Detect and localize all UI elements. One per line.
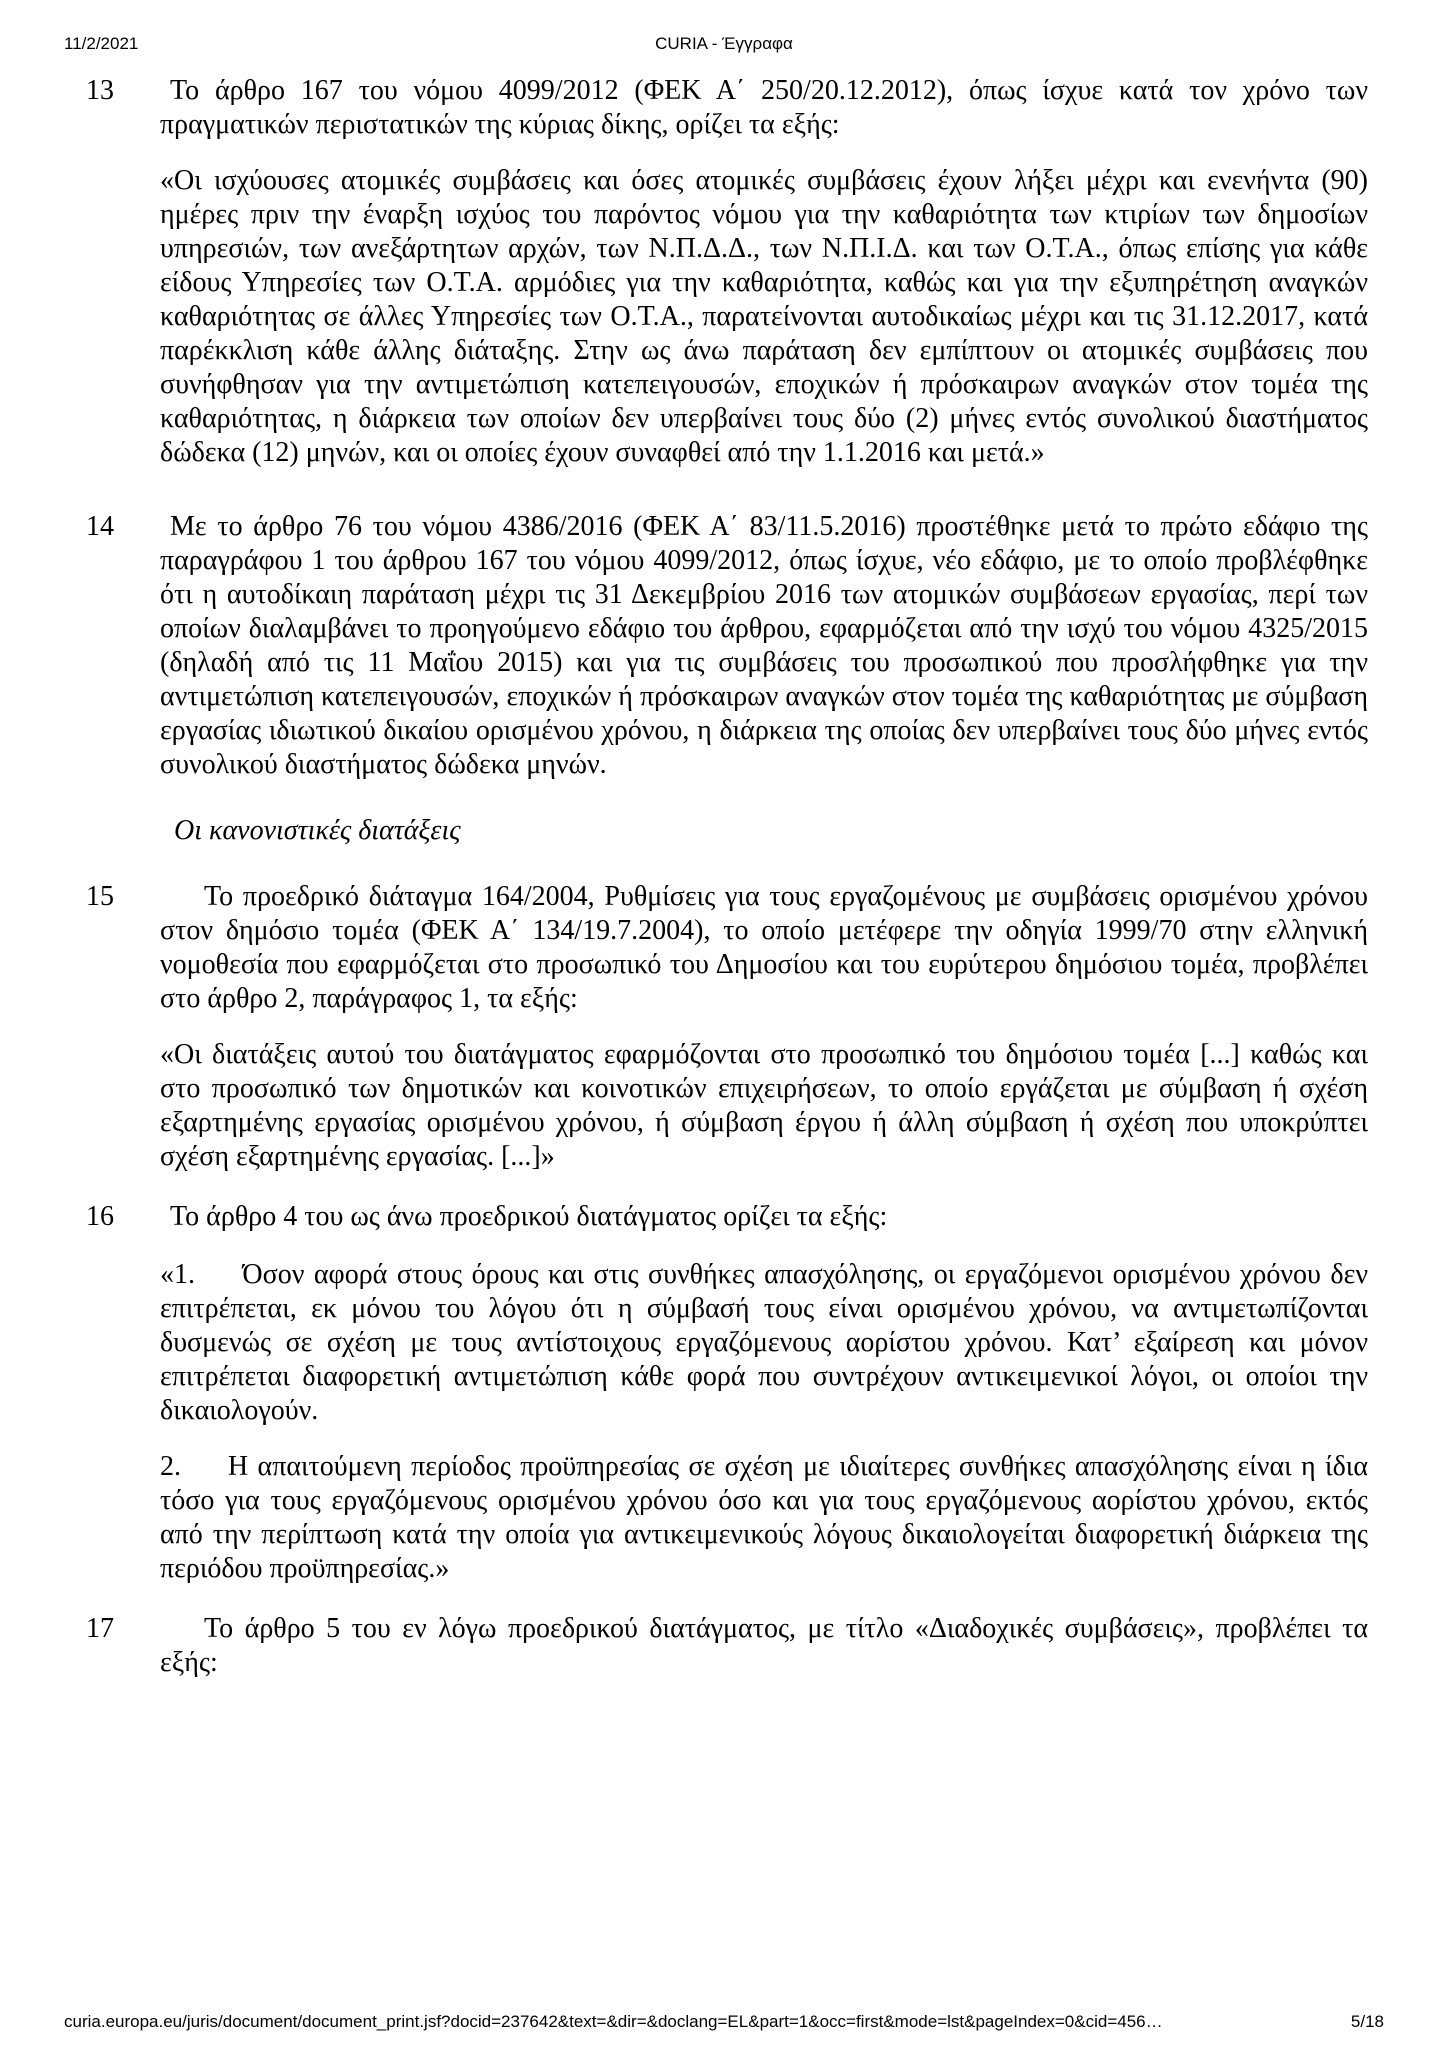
paragraph-text: Το προεδρικό διάταγμα 164/2004, Ρυθμίσεις για τους εργαζομένους με συμβάσεις ορισμένου χρόνου στον δημόσιο τομέα (ΦΕΚ Α΄ 134/19.7.2004), το οποίο μετέφερε την οδηγία 1999/70 στην ελληνική νομοθεσία που εφαρμόζεται στο προσωπικό του Δημοσίου και του ευρύτερου δημόσιου τομέα, προβλέπει στο άρθρο 2, παράγραφος 1, τα εξής: (160, 881, 1368, 1014)
paragraph-number: 13 (86, 75, 114, 106)
paragraph-15 (86, 880, 1368, 1016)
print-date: 11/2/2021 (64, 34, 139, 53)
quote-block: «Οι διατάξεις αυτού του διατάγματος εφαρμόζονται στο προσωπικό του δημόσιου τομέα [...] καθώς και στο προσωπικό των δημοτικών και κοινοτικών επιχειρήσεων, το οποίο εργάζεται με σύμβαση ή σχέση εξαρτημένης εργασίας ορισμένου χρόνου, ή σύμβαση έργου ή άλλη σύμβαση ή σχέση που υποκρύπτει σχέση εξαρτημένης εργασίας. [...]» (160, 1039, 1368, 1172)
paragraph-number: 14 (86, 511, 114, 542)
paragraph-16 (86, 1200, 1368, 1234)
print-url: curia.europa.eu/juris/document/document_print.jsf?docid=237642&text=&dir=&doclang=EL&part=1&occ=first&mode=lst&pageIndex=0&cid=456… (64, 2012, 1163, 2031)
page-number: 5/18 (1350, 2012, 1384, 2031)
paragraph-number: 15 (86, 881, 114, 912)
paragraph-17 (86, 1612, 1368, 1680)
quote-block: «1. Όσον αφορά στους όρους και στις συνθήκες απασχόλησης, οι εργαζόμενοι ορισμένου χρόνου δεν επιτρέπεται, εκ μόνου του λόγου ότι η σύμβασή τους είναι ορισμένου χρόνου, να αντιμετωπίζονται δυσμενώς σε σχέση με τους αντίστοιχους εργαζόμενους αορίστου χρόνου. Κατ’ εξαίρεση και μόνον επιτρέπεται διαφορετική αντιμετώπιση κάθε φορά που συντρέχουν αντικειμενικοί λόγοι, οι οποίοι την δικαιολογούν. (160, 1259, 1375, 1426)
quote-block: «Οι ισχύουσες ατομικές συμβάσεις και όσες ατομικές συμβάσεις έχουν λήξει μέχρι και ενενήντα (90) ημέρες πριν την έναρξη ισχύος του παρόντος νόμου για την καθαριότητα των κτιρίων των δημοσίων υπηρεσιών, των ανεξάρτητων αρχών, των Ν.Π.Δ.Δ., των Ν.Π.Ι.Δ. και των Ο.Τ.Α., όπως επίσης για κάθε είδους Υπηρεσίες των Ο.Τ.Α. αρμόδιες για την καθαριότητα, καθώς και για την εξυπηρέτηση αναγκών καθαριότητας σε άλλες Υπηρεσίες των Ο.Τ.Α., παρατείνονται αυτοδικαίως μέχρι και τις 31.12.2017, κατά παρέκκλιση κάθε άλλης διάταξης. Στην ως άνω παράταση δεν εμπίπτουν οι ατομικές συμβάσεις που συνήφθησαν για την αντιμετώπιση κατεπειγουσών, εποχικών ή πρόσκαιρων αναγκών στον τομέα της καθαριότητας, η διάρκεια των οποίων δεν υπερβαίνει τους δύο (2) μήνες εντός συνολικού διαστήματος δώδεκα (12) μηνών, και οι οποίες έχουν συναφθεί από την 1.1.2016 και μετά.» (160, 165, 1368, 468)
document-content (86, 74, 1375, 1680)
paragraph-number: 17 (86, 1613, 114, 1644)
paragraph-13 (86, 74, 1368, 142)
section-heading: Οι κανονιστικές διατάξεις (174, 815, 461, 846)
quote-block: 2. Η απαιτούμενη περίοδος προϋπηρεσίας σε σχέση με ιδιαίτερες συνθήκες απασχόλησης είναι η ίδια τόσο για τους εργαζόμενους ορισμένου χρόνου όσο και για τους εργαζόμενους αορίστου χρόνου, εκτός από την περίπτωση κατά την οποία για αντικειμενικούς λόγους δικαιολογείται διαφορετική διάρκεια της περιόδου προϋπηρεσίας.» (160, 1451, 1375, 1584)
paragraph-text: Με το άρθρο 76 του νόμου 4386/2016 (ΦΕΚ Α΄ 83/11.5.2016) προστέθηκε μετά το πρώτο εδάφιο της παραγράφου 1 του άρθρου 167 του νόμου 4099/2012, όπως ίσχυε, νέο εδάφιο, με το οποίο προβλέφθηκε ότι η αυτοδίκαιη παράταση μέχρι τις 31 Δεκεμβρίου 2016 των ατομικών συμβάσεων εργασίας, περί των οποίων διαλαμβάνει το προηγούμενο εδάφιο του άρθρου, εφαρμόζεται από την ισχύ του νόμου 4325/2015 (δηλαδή από τις 11 Μαΐου 2015) και για τις συμβάσεις του προσωπικού που προσλήφθηκε για την αντιμετώπιση κατεπειγουσών, εποχικών ή πρόσκαιρων αναγκών στον τομέα της καθαριότητας με σύμβαση εργασίας ιδιωτικού δικαίου ορισμένου χρόνου, η διάρκεια της οποίας δεν υπερβαίνει τους δύο μήνες εντός συνολικού διαστήματος δώδεκα μηνών. (160, 511, 1368, 780)
paragraph-text: Το άρθρο 167 του νόμου 4099/2012 (ΦΕΚ Α΄ 250/20.12.2012), όπως ίσχυε κατά τον χρόνο των πραγματικών περιστατικών της κύριας δίκης, ορίζει τα εξής: (160, 75, 1368, 140)
paragraph-14 (86, 510, 1368, 782)
paragraph-text: Το άρθρο 4 του ως άνω προεδρικού διατάγματος ορίζει τα εξής: (170, 1201, 888, 1232)
paragraph-number: 16 (86, 1201, 114, 1232)
print-header (0, 0, 1448, 60)
paragraph-text: Το άρθρο 5 του εν λόγω προεδρικού διατάγματος, με τίτλο «Διαδοχικές συμβάσεις», προβλέπει τα εξής: (160, 1613, 1368, 1678)
print-title: CURIA - Έγγραφα (655, 34, 793, 53)
